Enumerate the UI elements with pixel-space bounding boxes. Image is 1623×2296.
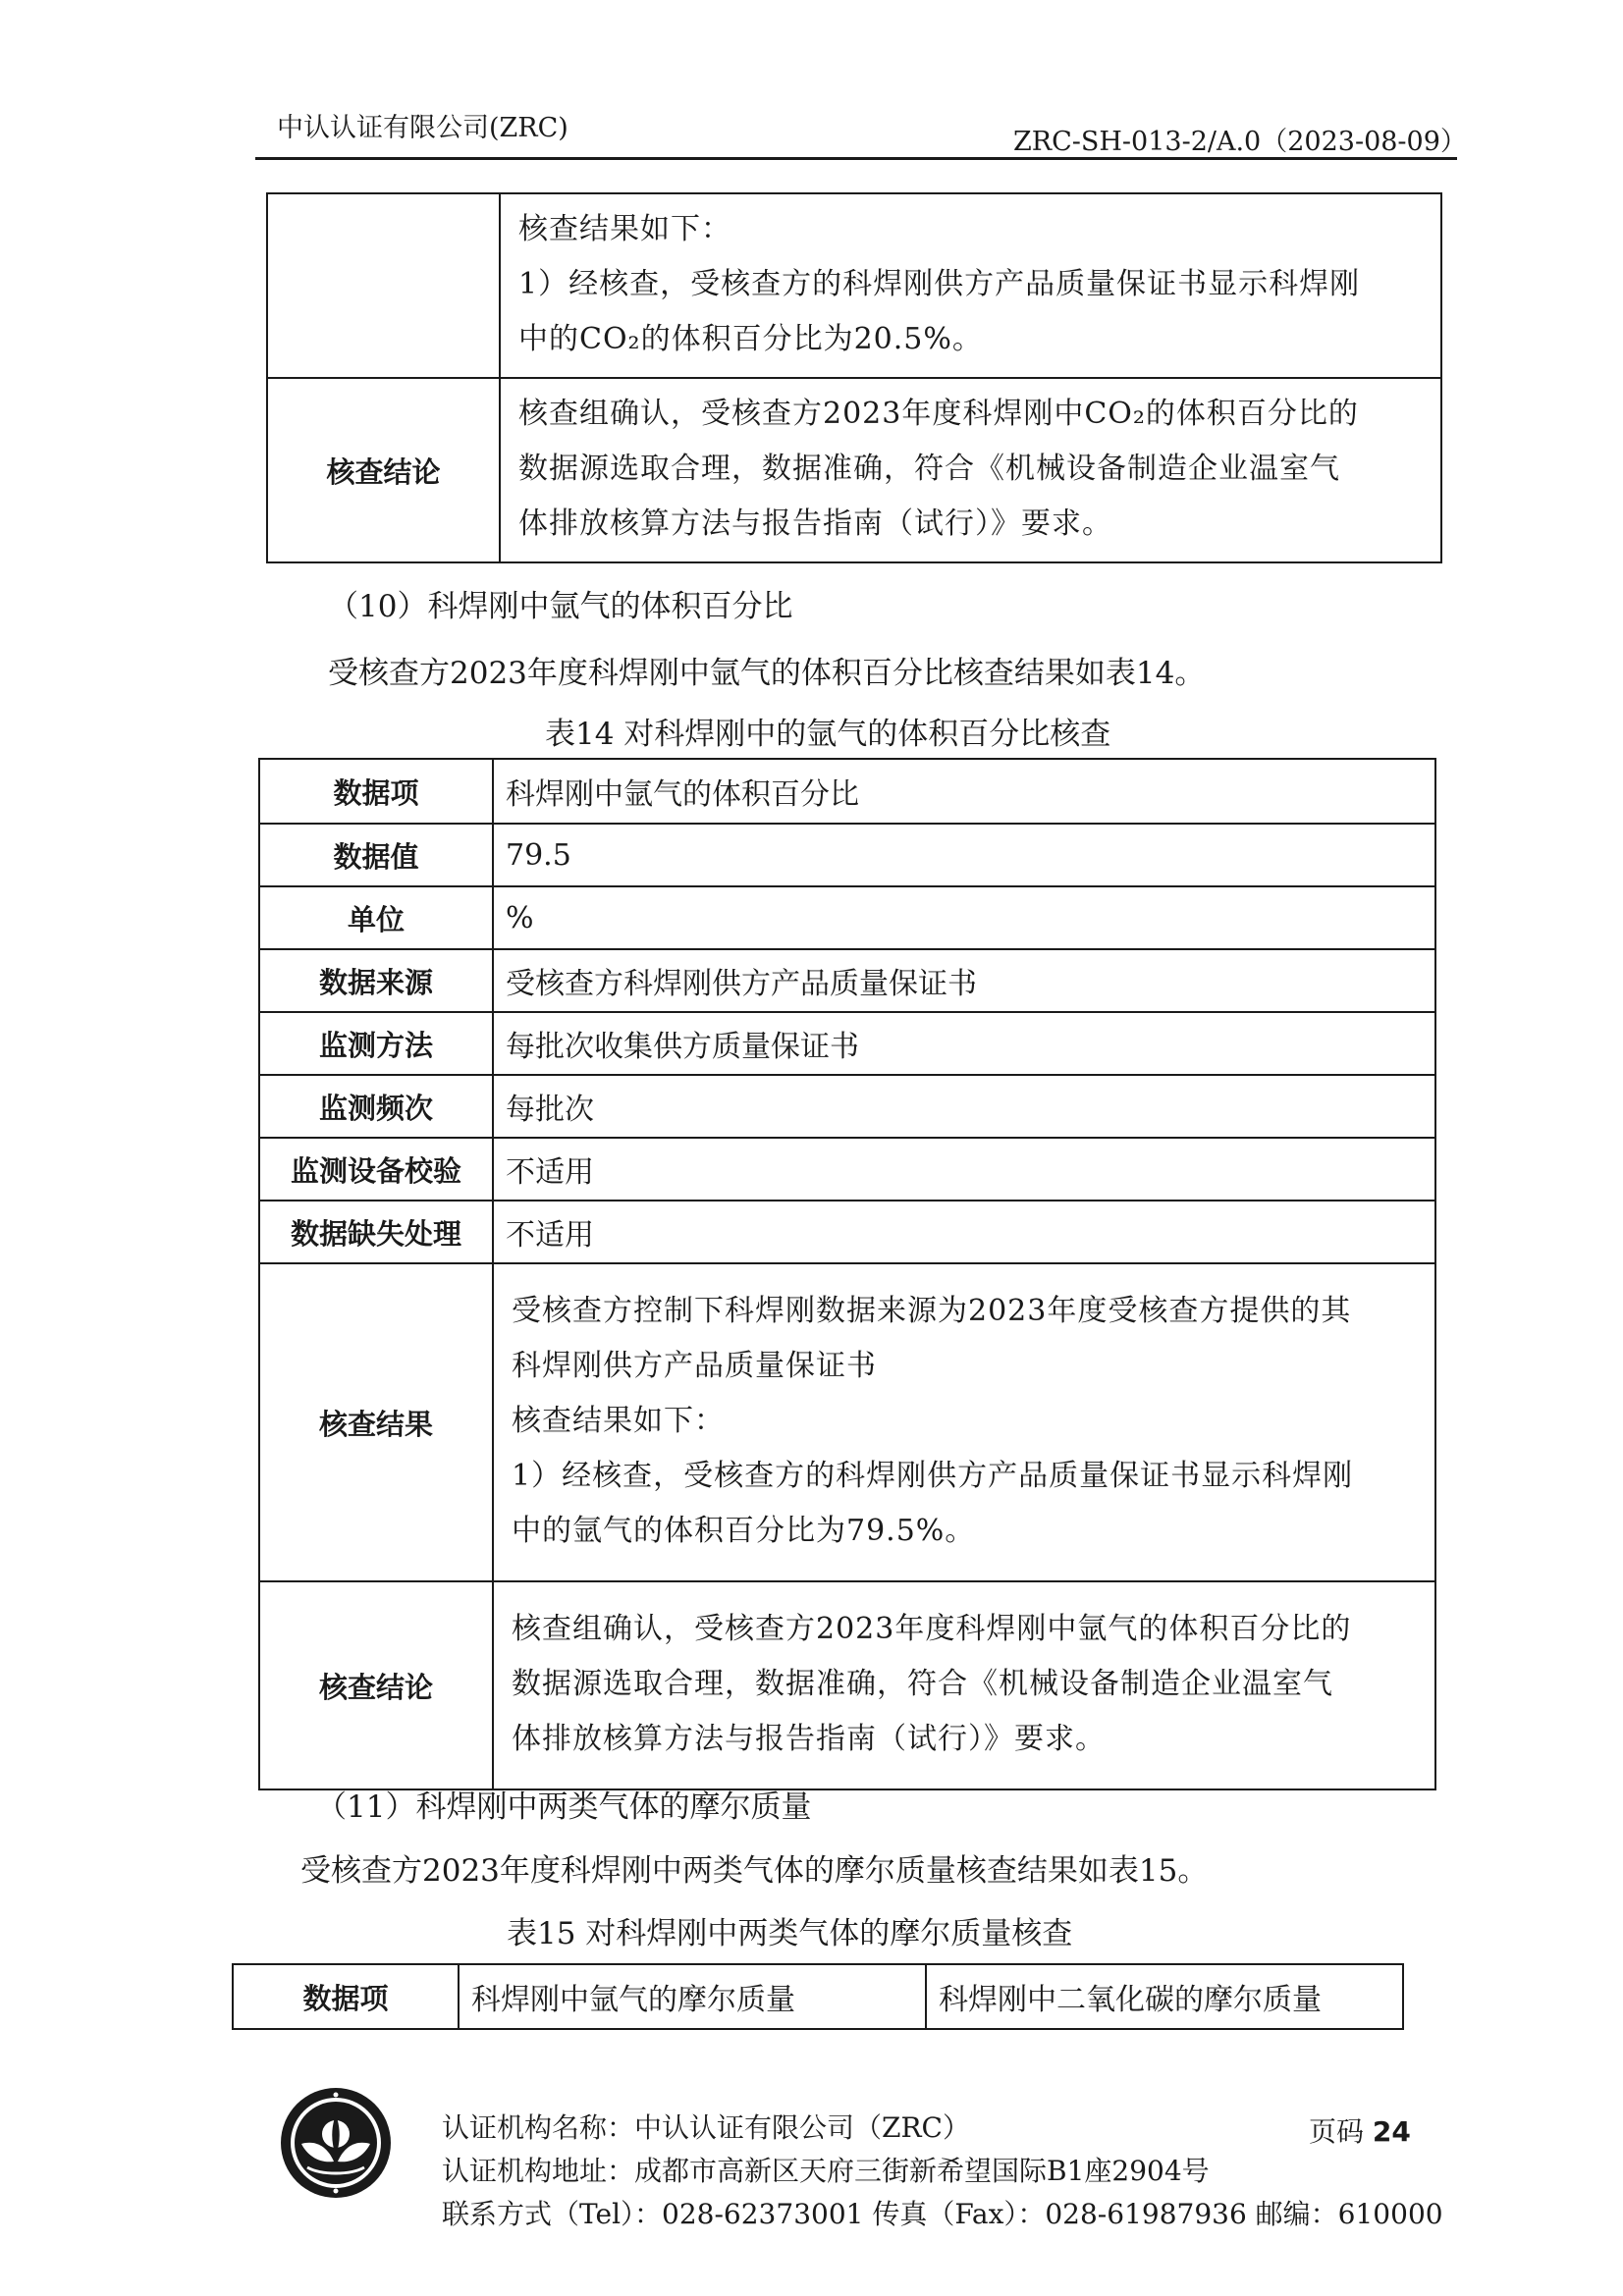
table14-value: 不适用 (493, 1138, 1435, 1201)
prev-conclusion-label: 核查结论 (267, 378, 500, 562)
table14-result-line: 核查结果如下： (512, 1404, 725, 1438)
section11-intro: 受核查方2023年度科焊刚中两类气体的摩尔质量核查结果如表15。 (300, 1853, 1209, 1889)
prev-conclusion-line: 数据源选取合理，数据准确，符合《机械设备制造企业温室气 (518, 452, 1340, 486)
table14-label: 监测设备校验 (259, 1138, 493, 1201)
table14-conclusion-line: 核查组确认，受核查方2023年度科焊刚中氩气的体积百分比的 (512, 1612, 1352, 1646)
table15-col1: 科焊刚中氩气的摩尔质量 (459, 1964, 926, 2029)
prev-conclusion-line: 体排放核算方法与报告指南（试行）》要求。 (518, 507, 1112, 541)
company-logo-icon (278, 2085, 394, 2201)
table14-label: 数据来源 (259, 949, 493, 1012)
table14-conclusion-line: 数据源选取合理，数据准确，符合《机械设备制造企业温室气 (512, 1667, 1333, 1701)
table14-label: 监测频次 (259, 1075, 493, 1138)
table14-value: 79.5 (493, 824, 1435, 886)
prev-conclusion-cell (500, 378, 1441, 562)
section10-heading: （10）科焊刚中氩气的体积百分比 (328, 589, 793, 624)
table14-result-cell (493, 1263, 1435, 1581)
table14-result-label: 核查结果 (259, 1263, 493, 1581)
page-number-value: 24 (1372, 2115, 1411, 2148)
prev-table (266, 192, 1442, 563)
table14-label: 单位 (259, 886, 493, 949)
footer-contact: 联系方式（Tel）：028-62373001 传真（Fax）：028-61987936 邮编：610000 (442, 2198, 1443, 2230)
page-number-label: 页码 (1309, 2115, 1365, 2148)
table15-label: 数据项 (233, 1964, 459, 2029)
header-org: 中认认证有限公司(ZRC) (277, 113, 568, 143)
prev-result-label-cell (267, 193, 500, 378)
header-rule (255, 157, 1457, 160)
prev-result-line: 中的CO₂的体积百分比为20.5%。 (518, 322, 983, 356)
table14-value: 每批次 (493, 1075, 1435, 1138)
prev-result-cell (500, 193, 1441, 378)
prev-result-line: 核查结果如下： (518, 212, 731, 246)
table14-label: 数据缺失处理 (259, 1201, 493, 1263)
prev-conclusion-line: 核查组确认，受核查方2023年度科焊刚中CO₂的体积百分比的 (518, 397, 1359, 431)
table14-result-line: 科焊刚供方产品质量保证书 (512, 1349, 877, 1383)
table15 (232, 1963, 1404, 2030)
table14-value: 受核查方科焊刚供方产品质量保证书 (493, 949, 1435, 1012)
page-number (1309, 2110, 1411, 2150)
table14-result-line: 受核查方控制下科焊刚数据来源为2023年度受核查方提供的其 (512, 1294, 1352, 1328)
table14-conclusion-line: 体排放核算方法与报告指南（试行）》要求。 (512, 1722, 1106, 1756)
table14-value: 每批次收集供方质量保证书 (493, 1012, 1435, 1075)
section10-intro: 受核查方2023年度科焊刚中氩气的体积百分比核查结果如表14。 (328, 656, 1206, 691)
table15-title: 表15 对科焊刚中两类气体的摩尔质量核查 (507, 1916, 1073, 1951)
table14-value: 科焊刚中氩气的体积百分比 (493, 759, 1435, 824)
table14-label: 数据值 (259, 824, 493, 886)
footer-address: 认证机构地址：成都市高新区天府三街新希望国际B1座2904号 (442, 2155, 1210, 2187)
table14-result-line: 中的氩气的体积百分比为79.5%。 (512, 1514, 976, 1548)
footer-org-name: 认证机构名称：中认认证有限公司（ZRC） (442, 2111, 970, 2144)
table14-value: % (493, 886, 1435, 949)
table14-label: 监测方法 (259, 1012, 493, 1075)
header-doc-code: ZRC-SH-013-2/A.0（2023-08-09） (1013, 127, 1467, 157)
prev-result-line: 1）经核查，受核查方的科焊刚供方产品质量保证书显示科焊刚 (518, 267, 1361, 301)
table14-value: 不适用 (493, 1201, 1435, 1263)
table14-label: 数据项 (259, 759, 493, 824)
table14-conclusion-label: 核查结论 (259, 1581, 493, 1789)
section11-heading: （11）科焊刚中两类气体的摩尔质量 (316, 1789, 812, 1825)
table14-result-line: 1）经核查，受核查方的科焊刚供方产品质量保证书显示科焊刚 (512, 1459, 1354, 1493)
table15-col2: 科焊刚中二氧化碳的摩尔质量 (926, 1964, 1403, 2029)
table14 (258, 758, 1436, 1790)
table14-title: 表14 对科焊刚中的氩气的体积百分比核查 (545, 717, 1111, 752)
table14-conclusion-cell (493, 1581, 1435, 1789)
